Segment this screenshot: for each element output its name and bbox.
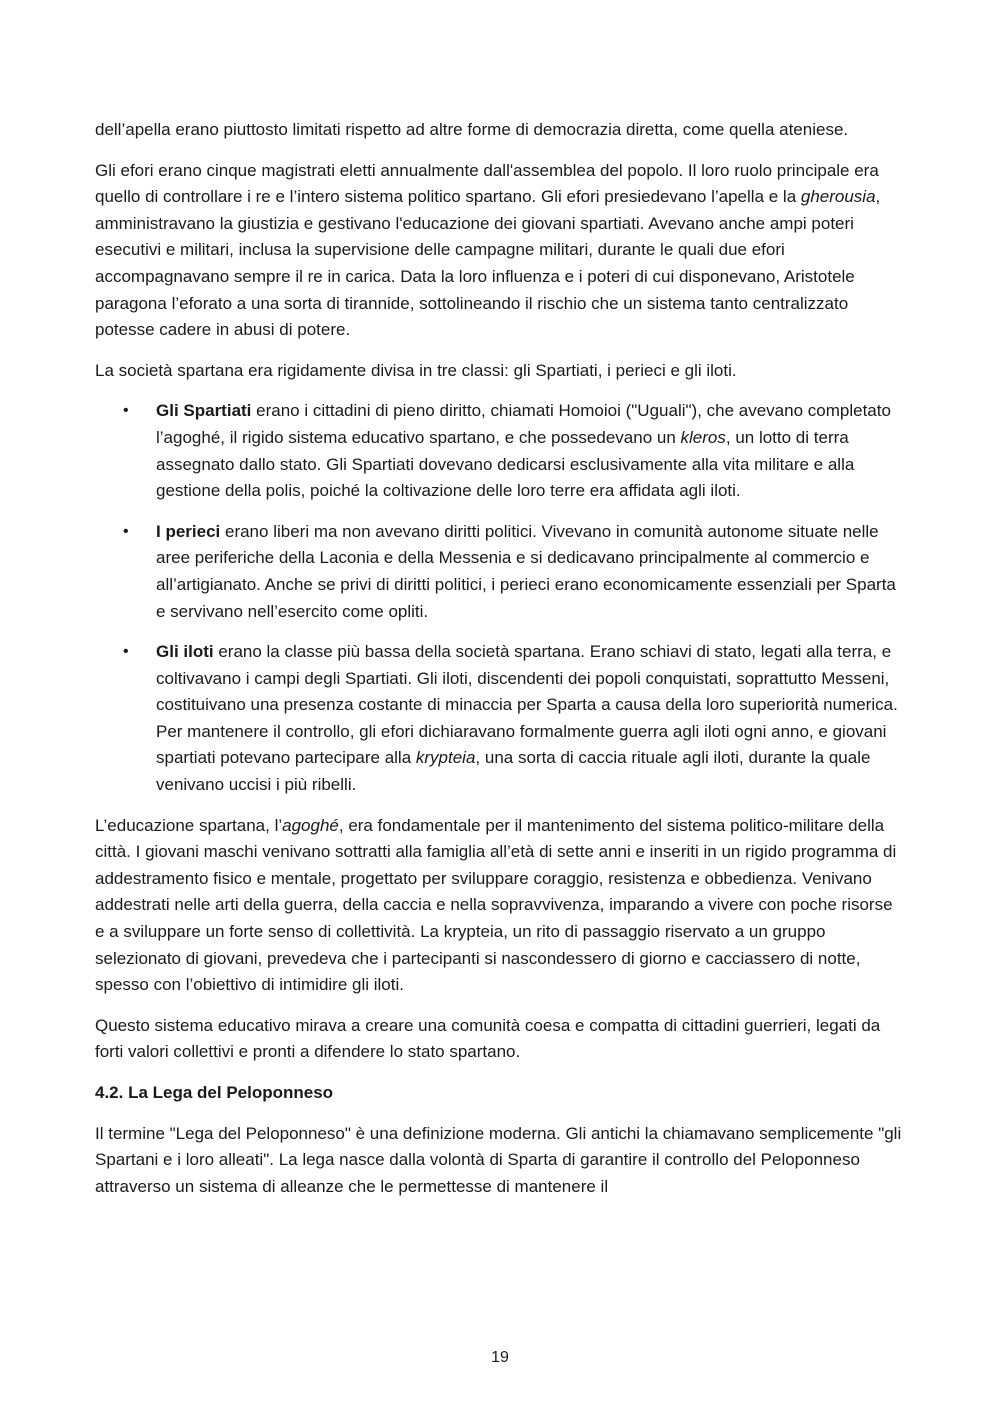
- list-item-iloti: • Gli iloti erano la classe più bassa della società spartana. Erano schiavi di stato, legati alla terra, e coltivavano i campi degli Spartiati. Gli iloti, discendenti dei popoli conquistati, soprattutto Messeni, costituivano una presenza costante di minaccia per Sparta a causa della loro superiorità numerica. Per mantenere il controllo, gli efori dichiaravano formalmente guerra agli iloti ogni anno, e giovani spartiati potevano partecipare alla krypteia, una sorta di caccia rituale agli iloti, durante la quale venivano uccisi i più ribelli.: [95, 639, 905, 799]
- list-item-perieci: • I perieci erano liberi ma non avevano diritti politici. Vivevano in comunità autonome situate nelle aree periferiche della Laconia e della Messenia e si dedicavano principalmente al commercio e all’artigianato. Anche se privi di diritti politici, i perieci erano economicamente essenziali per Sparta e servivano nell’esercito come opliti.: [95, 519, 905, 625]
- emphasis-agoghe: agoghé: [282, 815, 339, 835]
- paragraph-educazione: L’educazione spartana, l’agoghé, era fondamentale per il mantenimento del sistema politico-militare della città. I giovani maschi venivano sottratti alla famiglia all’età di sette anni e inseriti in un rigido programma di addestramento fisico e mentale, progettato per sviluppare coraggio, resistenza e obbedienza. Venivano addestrati nelle arti della guerra, della caccia e nella sopravvivenza, imparando a vivere con poche risorse e a sviluppare un forte senso di collettività. La krypteia, un rito di passaggio riservato a un gruppo selezionato di giovani, prevedeva che i partecipanti si nascondessero di giorno e cacciassero di notte, spesso con l’obiettivo di intimidire gli iloti.: [95, 815, 897, 995]
- section-heading: 4.2. La Lega del Peloponneso: [95, 1083, 334, 1102]
- paragraph-sistema-educativo: Questo sistema educativo mirava a creare una comunità coesa e compatta di cittadini guerrieri, legati da forti valori collettivi e pronti a difendere lo stato spartano.: [95, 1015, 881, 1062]
- paragraph-lega: Il termine "Lega del Peloponneso" è una definizione moderna. Gli antichi la chiamavano semplicemente "gli Spartani e i loro alleati". La lega nasce dalla volontà di Sparta di garantire il controllo del Peloponneso attraverso un sistema di alleanze che le permettesse di mantenere il: [95, 1123, 902, 1196]
- page-number: 19: [491, 1349, 509, 1366]
- list-item-spartiati: • Gli Spartiati erano i cittadini di pieno diritto, chiamati Homoioi ("Uguali"), che avevano completato l’agoghé, il rigido sistema educativo spartano, e che possedevano un kleros, un lotto di terra assegnato dallo stato. Gli Spartiati dovevano dedicarsi esclusivamente alla vita militare e alla gestione della polis, poiché la coltivazione delle loro terre era affidata agli iloti.: [95, 398, 905, 504]
- emphasis-gherousia: gherousia: [800, 187, 876, 207]
- paragraph-efori: Gli efori erano cinque magistrati eletti annualmente dall'assemblea del popolo. Il loro ruolo principale era quello di controllare i re e l’intero sistema politico spartano. Gli efori presiedevano l’apella e la gherousia, amministravano la giustizia e gestivano l'educazione dei giovani spartiati. Avevano anche ampi poteri esecutivi e militari, inclusa la supervisione delle campagne militari, durante le quali due efori accompagnavano sempre il re in carica. Data la loro influenza e i poteri di cui disponevano, Aristotele paragona l’eforato a una sorta di tirannide, sottolineando il rischio che un sistema tanto centralizzato potesse cadere in abusi di potere.: [95, 160, 881, 340]
- bullet-list-classes: [95, 398, 905, 798]
- paragraph-apella: dell’apella erano piuttosto limitati rispetto ad altre forme di democrazia diretta, come quella ateniese.: [95, 120, 849, 139]
- paragraph-societa: La società spartana era rigidamente divisa in tre classi: gli Spartiati, i perieci e gli iloti.: [95, 360, 737, 380]
